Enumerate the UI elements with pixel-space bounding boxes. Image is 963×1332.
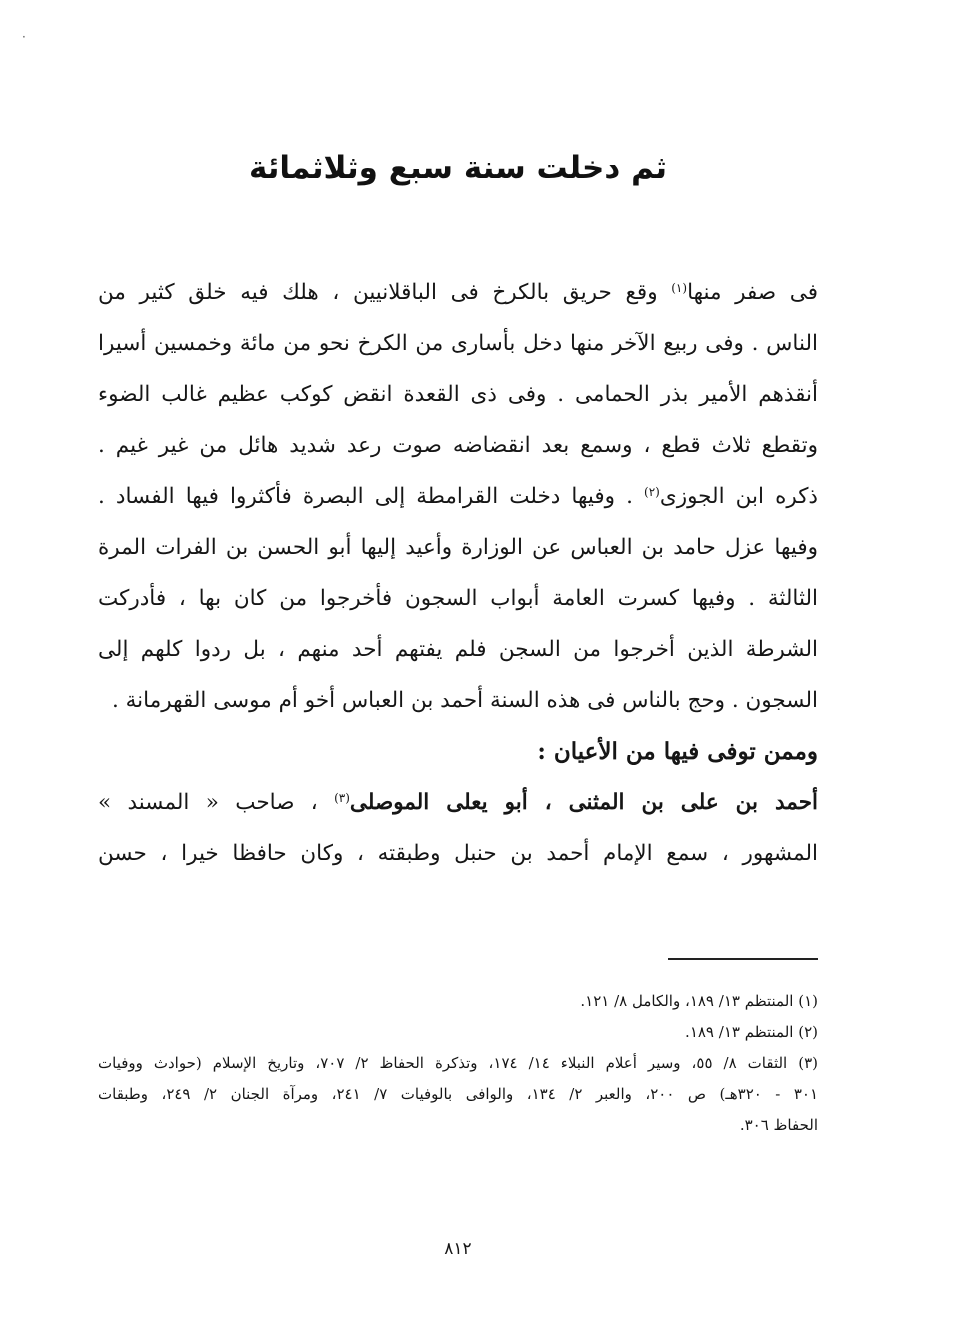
corner-mark: · — [22, 30, 26, 44]
text-line-6: وفيها عزل حامد بن العباس عن الوزارة وأعيد إليها أبو الحسن بن الفرات المرة — [98, 535, 818, 560]
text-line-5 — [98, 471, 818, 522]
text-line-3: أنقذهم الأمير بذر الحمامى . وفى ذى القعدة انقض كوكب عظيم غالب الضوء — [98, 382, 818, 407]
text-line-4: وتقطع ثلاث قطع ، وسمع بعد انقضاضه صوت رعد شديد هائل من غير غيم . — [98, 433, 818, 458]
text-line-9: السجون . وحج بالناس فى هذه السنة أحمد بن العباس أخو أم موسى القهرمانة . — [111, 688, 818, 713]
person-name: أحمد بن على بن المثنى ، أبو يعلى الموصلى — [349, 790, 818, 815]
footnote-ref-1[interactable]: (١) — [671, 281, 688, 295]
section-subheading: وممن توفى فيها من الأعيان : — [537, 738, 818, 765]
footnote-3-line-1: (٣) الثقات ٨/ ٥٥، وسير أعلام النبلاء ١٤/ ١٧٤، وتذكرة الحفاظ ٢/ ٧٠٧، وتاريخ الإسلام (حوادث ووفيات — [98, 1054, 818, 1072]
footnote-3-line-3: الحفاظ ٣٠٦. — [739, 1116, 818, 1134]
main-text — [98, 267, 818, 879]
footnote-2: (٢) المنتظم ١٣/ ١٨٩. — [685, 1023, 818, 1041]
text-line-12: المشهور ، سمع الإمام أحمد بن حنبل وطبقته ، وكان حافظا خيرا ، حسن — [98, 841, 818, 866]
text-segment: . وفيها دخلت القرامطة إلى البصرة فأكثروا فيها الفساد . — [98, 484, 645, 509]
text-segment: وقع حريق بالكرخ فى الباقلانيين ، هلك فيه خلق كثير من — [98, 280, 672, 305]
footnote-3-line-2: ٣٠١ - ٣٢٠هـ) ص ٢٠٠، والعبر ٢/ ١٣٤، والوافى بالوفيات ٧/ ٢٤١، ومرآة الجنان ٢/ ٢٤٩، وطبقات — [98, 1085, 818, 1103]
footnotes — [98, 986, 818, 1141]
text-line-2: الناس . وفى ربيع الآخر منها دخل بأسارى من الكرخ نحو من مائة وخمسين أسيرا — [98, 331, 818, 356]
text-segment: فى صفر منها — [687, 280, 818, 305]
page-number: ٨١٢ — [444, 1239, 472, 1259]
text-segment: ذكره ابن الجوزى — [659, 484, 818, 509]
footnote-1: (١) المنتظم ١٣/ ١٨٩، والكامل ٨/ ١٢١. — [580, 992, 818, 1010]
footnote-separator — [668, 958, 818, 960]
text-line-8: الشرطة الذين أخرجوا من السجن فلم يفتهم أحد منهم ، بل ردوا كلهم إلى — [98, 637, 818, 662]
text-line-1 — [98, 267, 818, 318]
footnote-ref-3[interactable]: (٣) — [334, 791, 350, 805]
text-line-11 — [98, 777, 818, 828]
page-title: ثم دخلت سنة سبع وثلاثمائة — [248, 150, 668, 186]
text-segment: ، صاحب « المسند » — [98, 790, 335, 815]
text-line-7: الثالثة . وفيها كسرت العامة أبواب السجون فأخرجوا من كان بها ، فأدركت — [98, 586, 818, 611]
footnote-ref-2[interactable]: (٢) — [644, 485, 660, 499]
